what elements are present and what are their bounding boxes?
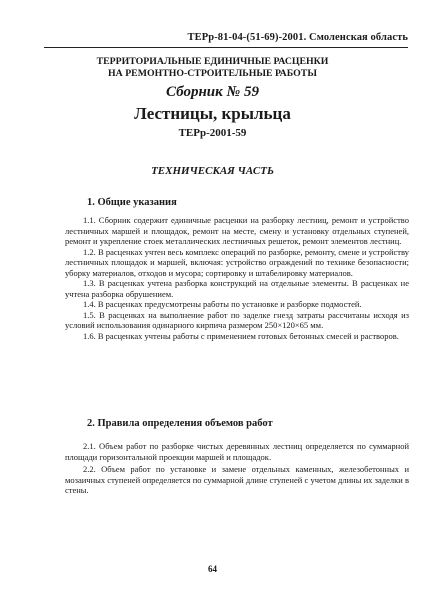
section-1-body [65,215,409,341]
collection-code: ТЕРр-2001-59 [178,127,247,139]
collection-number: Сборник № 59 [166,84,259,100]
paragraph-1-3: 1.3. В расценках учтена разборка конструкций на отдельные элементы. В расценках не учтена разборка обрушением. [65,278,409,299]
paragraph-2-1: 2.1. Объем работ по разборке чистых деревянных лестниц определяется по суммарной площади горизонтальной проекции маршей и площадок. [65,441,409,462]
paragraph-1-1: 1.1. Сборник содержит единичные расценки на разборку лестниц, ремонт и устройство лестничных маршей и площадок, ремонт на месте, смену и установку отдельных ступеней, ремонт и укрепление стоек металлических лестничных решеток, ремонт элементов лестниц. [65,215,409,246]
page-number: 64 [208,564,217,574]
paragraph-2-2: 2.2. Объем работ по установке и замене отдельных каменных, железобетонных и мозаичных ступеней определяется по суммарной длине ступеней с учетом длины их заделки в стены. [65,464,409,495]
title-line-2: НА РЕМОНТНО-СТРОИТЕЛЬНЫЕ РАБОТЫ [108,68,317,79]
title-block [0,56,425,140]
section-2-heading: 2. Правила определения объемов работ [87,418,273,429]
paragraph-1-5: 1.5. В расценках на выполнение работ по заделке гнезд затраты рассчитаны исходя из условий использования одинарного кирпича размером 250×120×65 мм. [65,309,409,330]
paragraph-1-2: 1.2. В расценках учтен весь комплекс операций по разборке, ремонту, смене и устройству лестничных площадок и маршей, включая: устройство ограждений по технике безопасности; уборку материалов, отходов и мусора; сортировку и штабелировку материалов. [65,246,409,278]
title-line-1: ТЕРРИТОРИАЛЬНЫЕ ЕДИНИЧНЫЕ РАСЦЕНКИ [96,56,329,67]
section-2-body [65,441,409,496]
running-header: ТЕРр-81-04-(51-69)-2001. Смоленская область [187,32,408,43]
collection-subject: Лестницы, крыльца [134,104,291,123]
section-1-heading: 1. Общие указания [87,197,177,208]
paragraph-1-4: 1.4. В расценках предусмотрены работы по установке и разборке подмостей. [83,299,362,309]
technical-part-heading: ТЕХНИЧЕСКАЯ ЧАСТЬ [151,165,274,177]
paragraph-1-6: 1.6. В расценках учтены работы с применением готовых бетонных смесей и растворов. [83,330,399,341]
header-divider [44,47,408,48]
